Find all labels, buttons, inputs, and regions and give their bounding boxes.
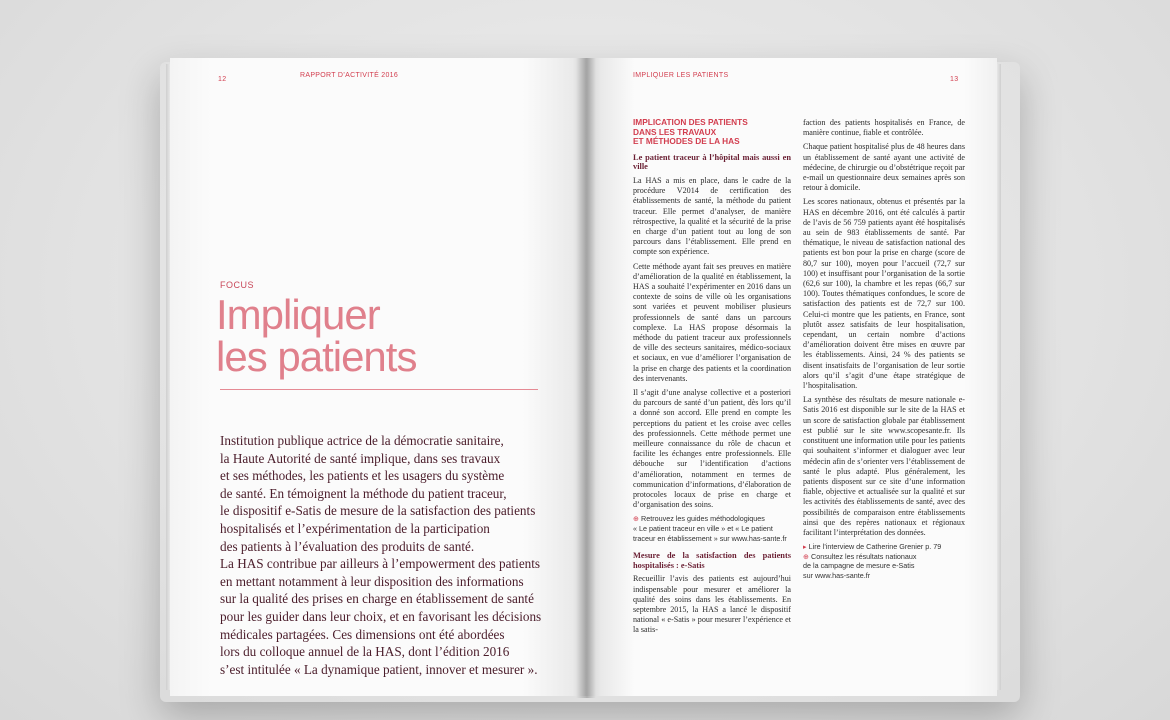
subheading-e-satis: Mesure de la satisfaction des patients hospitalisés : e-Satis (633, 551, 791, 570)
section-title-line: IMPLICATION DES PATIENTS (633, 117, 748, 127)
plus-circle-icon: ⊕ (803, 551, 810, 561)
left-page-number: 12 (218, 76, 227, 83)
intro-line: pour les guider dans leur choix, et en favorisant les décisions (220, 608, 542, 624)
intro-line: lors du colloque annuel de la HAS, dont l’édition 2016 (220, 644, 510, 660)
right-running-header: IMPLIQUER LES PATIENTS (633, 72, 729, 79)
paragraph: La synthèse des résultats de mesure nationale e-Satis 2016 est disponible sur le site de la HAS et un score de satisfaction globale par établissement est publié sur le site www.scopesante.fr. Ils constituent une information utile pour les patients qui souhaitent s’informer et dialoguer avec leur médecin afin de s’orienter vers l’établissement de santé le plus adapté. Plus généralement, les patients disposent sur ce site d’une information fiable, objective et actualisée sur la qualité et sur les activités des établissements de santé, avec des possibilités de comparaison entre établissements ainsi que des repères nationaux et régionaux facilitant l’interprétation des données. (803, 395, 965, 537)
arrow-right-icon: ▸ (803, 542, 807, 552)
book-gutter (576, 58, 596, 698)
right-page-number: 13 (950, 76, 959, 83)
intro-line: sur la qualité des prises en charge en établissement de santé (220, 591, 534, 607)
paragraph: Les scores nationaux, obtenus et présentés par la HAS en décembre 2016, ont été calculés à partir de l’avis de 56 759 patients ayant été hospitalisés au sein de 983 établissements de santé. Par thématique, le niveau de satisfaction national des patients est bon pour la prise en charge (score de 80,7 sur 100), moyen pour l’accueil (72,7 sur 100) et insuffisant pour l’organisation de la sortie (62,6 sur 100), la chambre et les repas (66,7 sur 100). Toutes thématiques confondues, le score de satisfaction des patients est de 72,7 sur 100. Celui-ci montre que les patients, en France, sont plutôt assez satisfaits de leur hospitalisation, cependant, un certain nombre d’actions d’amélioration doivent être mises en œuvre par les établissements. Ainsi, 24 % des patients se disent insatisfaits de l’organisation de leur sortie alors qu’il s’agit d’une étape stratégique de l’hospitalisation. (803, 197, 965, 391)
title-line-1: Impliquer (216, 291, 380, 338)
reference-line: de la campagne de mesure e-Satis (803, 561, 915, 571)
paragraph: faction des patients hospitalisés en France, de manière continue, fiable et contrôlée. (803, 118, 965, 138)
intro-line: La HAS contribue par ailleurs à l’empowerment des patients (220, 556, 541, 572)
reference-interview (803, 542, 965, 552)
paragraph: Il s’agit d’une analyse collective et a posteriori du parcours de santé d’un patient, dès lors qu’il a donné son accord. Elle prend en compte les perceptions du patient et les croise avec celles des professionnels. Cette méthode permet une meilleure connaissance du rôle de chacun et facilite les échanges entre professionnels. Elle débouche sur l’identification d’actions d’amélioration, notamment en termes de communication d’informations, d’élaboration de protocoles locaux de prise en charge et d’organisation des soins. (633, 388, 791, 510)
reference-line: Consultez les résultats nationaux (811, 551, 917, 561)
intro-line: le dispositif e-Satis de mesure de la satisfaction des patients (220, 503, 536, 519)
reference-line: sur www.has-sante.fr (803, 570, 871, 580)
reference-results (803, 552, 965, 581)
subheading-patient-traceur: Le patient traceur à l’hôpital mais aussi en ville (633, 152, 791, 172)
reference-line: Retrouvez les guides méthodologiques (641, 514, 765, 524)
intro-line: des patients à l’évaluation des produits de santé. (220, 538, 475, 554)
paragraph: La HAS a mis en place, dans le cadre de la procédure V2014 de certification des établissements de santé, la méthode du patient traceur. Elle permet d’analyser, de manière rétrospective, la qualité et la sécurité de la prise en charge d’un patient tout au long de son parcours dans l’établissement. Elle prend en compte son expérience. (633, 175, 791, 257)
reference-line: « Le patient traceur en ville » et « Le patient (633, 524, 773, 534)
column-1 (633, 118, 791, 640)
intro-line: la Haute Autorité de santé implique, dans ses travaux (220, 450, 501, 466)
paragraph: Recueillir l’avis des patients est aujourd’hui indispensable pour mesurer et améliorer la qualité des soins dans les établissements. En septembre 2015, la HAS a lancé le dispositif national « e-Satis » pour mesurer l’expérience et la satis- (633, 574, 791, 635)
left-page (170, 58, 585, 696)
column-2 (803, 118, 965, 585)
intro-line: médicales partagées. Ces dimensions ont été abordées (220, 626, 505, 642)
left-running-header: RAPPORT D’ACTIVITÉ 2016 (300, 72, 399, 79)
reference-guides (633, 514, 791, 543)
intro-line: et ses méthodes, les patients et les usagers du système (220, 468, 505, 484)
intro-line: Institution publique actrice de la démocratie sanitaire, (220, 433, 504, 448)
focus-kicker: FOCUS (220, 280, 254, 290)
section-title (633, 118, 791, 147)
paragraph: Chaque patient hospitalisé plus de 48 heures dans un établissement de santé ayant une activité de médecine, de chirurgie ou d’obstétrique reçoit par e-mail un questionnaire deux semaines après son retour à domicile. (803, 142, 965, 193)
title-rule (220, 389, 538, 390)
intro-line: de santé. En témoignent la méthode du patient traceur, (220, 485, 507, 501)
intro-paragraph (220, 432, 542, 678)
title-line-2: les patients (216, 333, 417, 380)
intro-line: en mettant notamment à leur disposition des informations (220, 573, 524, 589)
right-page (585, 58, 997, 696)
section-title-line: ET MÉTHODES DE LA HAS (633, 136, 740, 147)
section-title-line: DANS LES TRAVAUX (633, 126, 717, 137)
intro-line: hospitalisés et l’expérimentation de la participation (220, 520, 490, 536)
page-title (216, 291, 417, 380)
reference-line: Lire l’interview de Catherine Grenier p. 79 (808, 542, 942, 552)
intro-line: s’est intitulée « La dynamique patient, innover et mesurer ». (220, 661, 538, 677)
paragraph: Cette méthode ayant fait ses preuves en matière d’amélioration de la qualité en établissement, la HAS a souhaité l’expérimenter en 2016 dans un contexte de soins de ville où les organisations sont variées et peuvent mobiliser plusieurs professionnels de santé dans un parcours complexe. La HAS propose désormais la méthode du patient traceur aux professionnels de ville des secteurs sanitaires, médico-sociaux et sociaux, en vue d’améliorer l’organisation de la prise en charge des patients et la coordination des intervenants. (633, 261, 791, 383)
reference-line: traceur en établissement » sur www.has-sante.fr (633, 533, 787, 543)
plus-circle-icon: ⊕ (633, 514, 640, 524)
